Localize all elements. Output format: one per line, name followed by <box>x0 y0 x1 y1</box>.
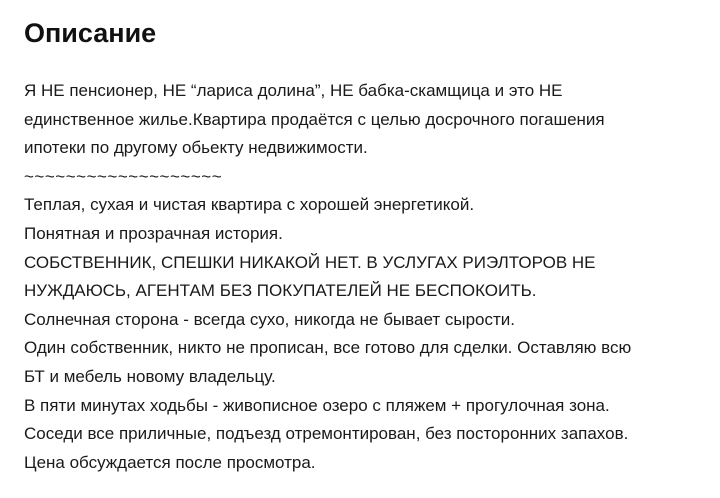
description-line: НУЖДАЮСЬ, АГЕНТАМ БЕЗ ПОКУПАТЕЛЕЙ НЕ БЕСПОКОИТЬ. <box>24 281 537 301</box>
description-line: Цена обсуждается после просмотра. <box>24 452 316 472</box>
description-line: Соседи все приличные, подъезд отремонтирован, без посторонних запахов. <box>24 424 629 444</box>
description-line: Понятная и прозрачная история. <box>24 223 283 243</box>
description-line: Один собственник, никто не прописан, все готово для сделки. Оставляю всю <box>24 338 632 358</box>
description-line: Солнечная сторона - всегда сухо, никогда не бывает сырости. <box>24 309 515 329</box>
tilde-separator: ~~~~~~~~~~~~~~~~~~~ <box>24 166 223 186</box>
description-line: единственное жилье.Квартира продаётся с целью досрочного погашения <box>24 109 605 129</box>
description-text <box>24 77 704 477</box>
description-line: Теплая, сухая и чистая квартира с хорошей энергетикой. <box>24 195 475 215</box>
description-line: СОБСТВЕННИК, СПЕШКИ НИКАКОЙ НЕТ. В УСЛУГАХ РИЭЛТОРОВ НЕ <box>24 252 596 272</box>
description-line: БТ и мебель новому владельцу. <box>24 366 276 386</box>
section-title: Описание <box>24 18 157 48</box>
description-line: Я НЕ пенсионер, НЕ “лариса долина”, НЕ бабка-скамщица и это НЕ <box>24 81 563 100</box>
description-line: ипотеки по другому обьекту недвижимости. <box>24 138 368 158</box>
description-line: В пяти минутах ходьбы - живописное озеро с пляжем + прогулочная зона. <box>24 395 610 415</box>
description-section <box>24 0 704 477</box>
